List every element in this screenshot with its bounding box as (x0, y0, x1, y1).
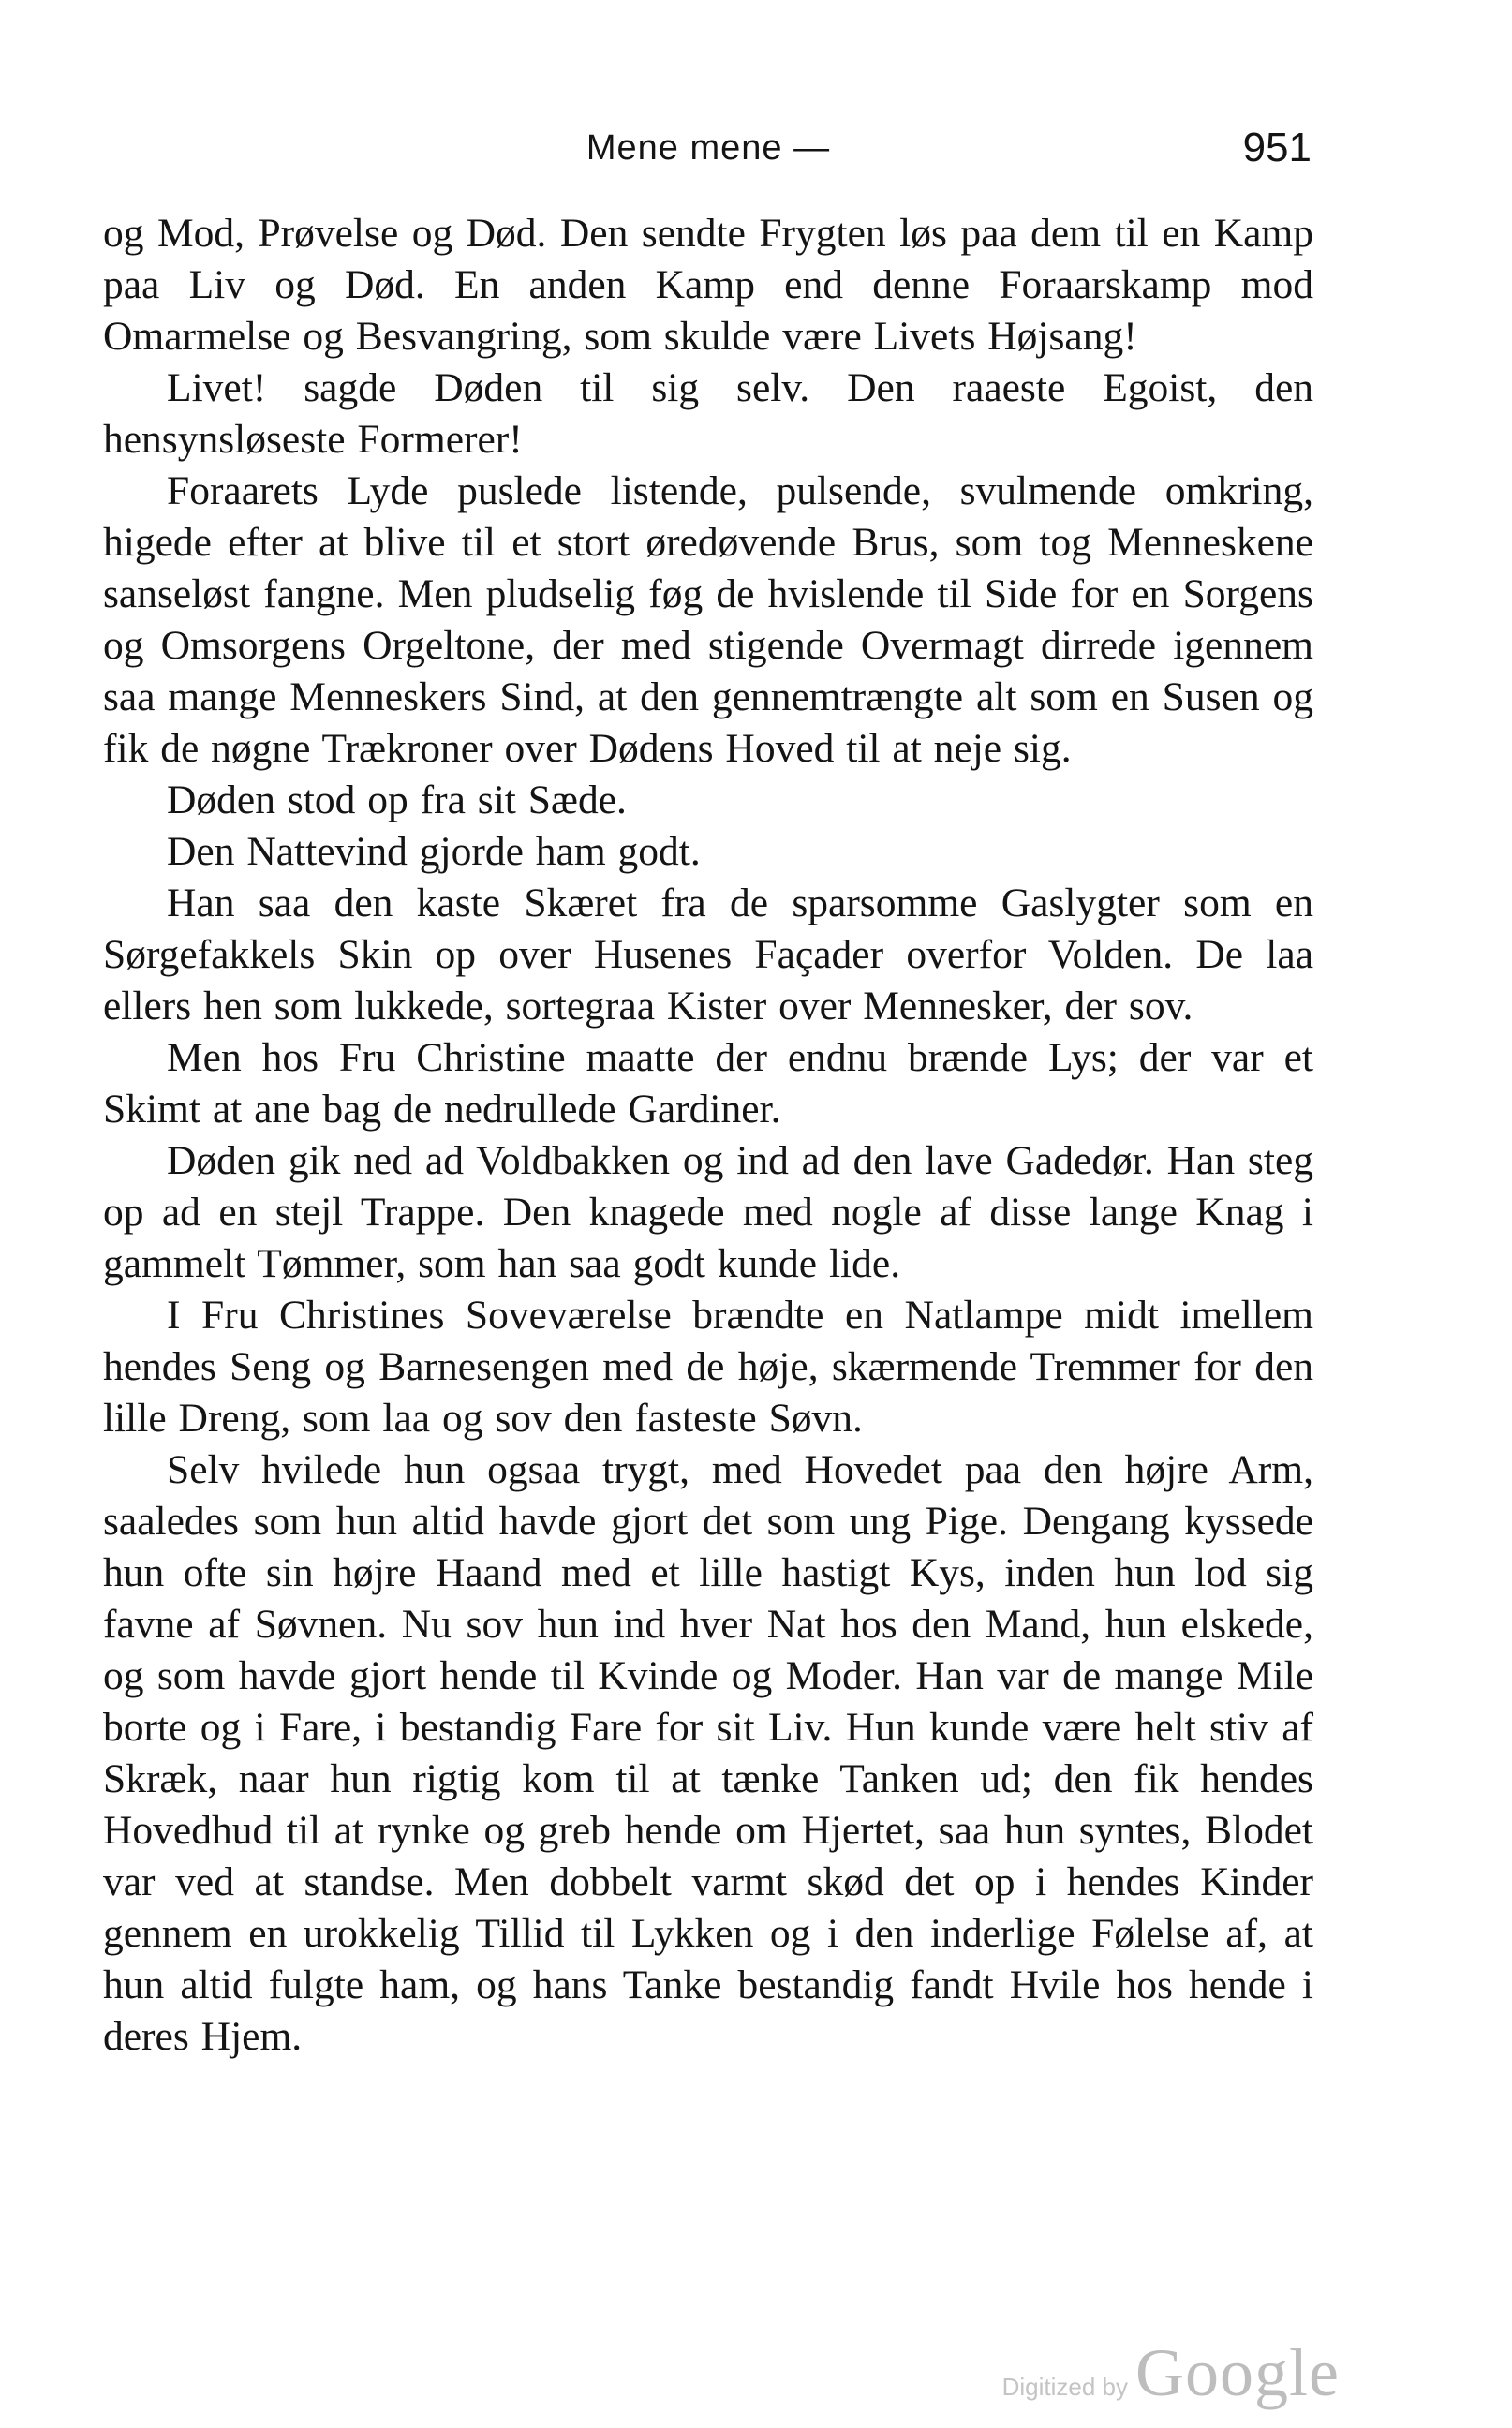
running-title: Mene mene — (586, 128, 831, 168)
paragraph: I Fru Christines Soveværelse brændte en Natlampe midt imellem hendes Seng og Barnesengen med de høje, skærmende Tremmer for den lille Dreng, som laa og sov den fasteste Søvn. (103, 1293, 1313, 1441)
paragraph: Døden gik ned ad Voldbakken og ind ad den lave Gadedør. Han steg op ad en stejl Trappe. Den knagede med nogle af disse lange Knag i gammelt Tømmer, som han saa godt kunde lide. (103, 1138, 1313, 1286)
paragraph: Men hos Fru Christine maatte der endnu brænde Lys; der var et Skimt at ane bag de nedrullede Gardiner. (103, 1035, 1313, 1132)
page-number: 951 (1242, 125, 1312, 170)
paragraph: Den Nattevind gjorde ham godt. (167, 829, 701, 874)
paragraph: Foraarets Lyde puslede listende, pulsende, svulmende omkring, higede efter at blive til et stort øredøvende Brus, som tog Menneskene sanseløst fangne. Men pludselig føg de hvislende til Side for en Sorgens og Omsorgens Orgeltone, der med stigende Overmagt dirrede igennem saa mange Menneskers Sind, at den gennemtrængte alt som en Susen og fik de nøgne Trækroner over Dødens Hoved til at neje sig. (103, 468, 1313, 771)
paragraph: Døden stod op fra sit Sæde. (167, 777, 627, 822)
paragraph: Livet! sagde Døden til sig selv. Den raaeste Egoist, den hensynsløseste Formerer! (103, 365, 1313, 462)
paragraph: og Mod, Prøvelse og Død. Den sendte Frygten løs paa dem til en Kamp paa Liv og Død. En anden Kamp end denne Foraarskamp mod Omarmelse og Besvangring, som skulde være Livets Højsang! (103, 211, 1313, 359)
digitized-watermark (1002, 2334, 1340, 2409)
google-logo: Google (1135, 2335, 1340, 2410)
paragraph: Han saa den kaste Skæret fra de sparsomme Gaslygter som en Sørgefakkels Skin op over Husenes Façader overfor Volden. De laa ellers hen som lukkede, sortegraa Kister over Mennesker, der sov. (103, 881, 1313, 1029)
page-header (103, 120, 1313, 176)
watermark-prefix: Digitized by (1001, 2373, 1129, 2401)
body-text (103, 208, 1313, 2063)
paragraph: Selv hvilede hun ogsaa trygt, med Hovedet paa den højre Arm, saaledes som hun altid havde gjort det som ung Pige. Dengang kyssede hun ofte sin højre Haand med et lille hastigt Kys, inden hun lod sig favne af Søvnen. Nu sov hun ind hver Nat hos den Mand, hun elskede, og som havde gjort hende til Kvinde og Moder. Han var de mange Mile borte og i Fare, i bestandig Fare for sit Liv. Hun kunde være helt stiv af Skræk, naar hun rigtig kom til at tænke Tanken ud; den fik hendes Hovedhud til at rynke og greb hende om Hjertet, saa hun syntes, Blodet var ved at standse. Men dobbelt varmt skød det op i hendes Kinder gennem en urokkelig Tillid til Lykken og i den inderlige Følelse af, at hun altid fulgte ham, og hans Tanke bestandig fandt Hvile hos hende i deres Hjem. (103, 1447, 1313, 2059)
